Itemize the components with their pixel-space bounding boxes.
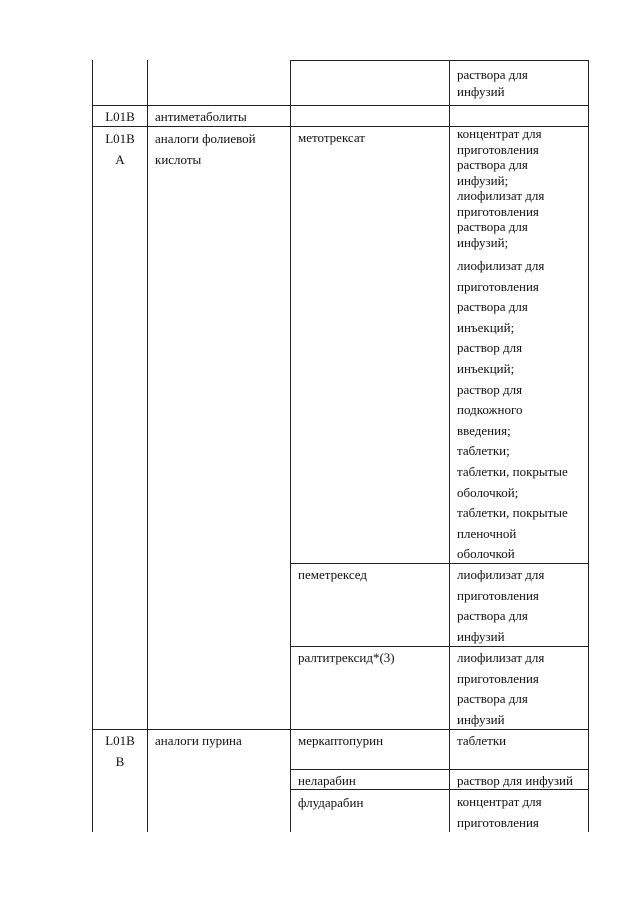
drug-name-cell: пеметрексед [298,567,367,582]
form-cell: раствора для инфузий [457,67,528,99]
row-separator [290,769,589,770]
row-separator [290,789,589,790]
atc-code-cell: L01B [105,109,135,124]
table-border-left [92,60,93,832]
form-cell: концентрат для приготовления [457,794,542,830]
drug-name-cell: флударабин [298,795,364,810]
form-cell: лиофилизат для приготовления раствора для инъекций; раствор для инъекций; раствор для подкожного введения; таблетки; таблетки, покрытые оболочкой; таблетки, покрытые пленочной оболочкой [457,258,568,562]
drug-name-cell: меркаптопурин [298,733,384,748]
group-cell: аналоги фолиевой кислоты [155,131,256,167]
atc-code-cell: L01B A [105,131,135,167]
table-border-right [588,60,589,832]
atc-code-cell: L01B B [105,733,135,769]
drug-name-cell: ралтитрексид*(3) [298,650,395,665]
row-separator [92,105,589,106]
drug-name-cell: неларабин [298,773,356,788]
table-divider-code [147,60,148,832]
form-cell: лиофилизат для приготовления раствора для инфузий [457,650,545,727]
table-border-top [290,60,589,61]
group-cell: аналоги пурина [155,733,242,748]
form-cell: концентрат для приготовления раствора для инфузий; лиофилизат для приготовления раствора для инфузий; [457,126,545,250]
form-cell: лиофилизат для приготовления раствора для инфузий [457,567,545,644]
group-cell: антиметаболиты [155,109,247,124]
form-cell: таблетки [457,733,507,748]
drug-name-cell: метотрексат [298,130,365,145]
table-divider-drug [449,60,450,832]
form-cell: раствор для инфузий [457,773,573,788]
table-divider-group [290,60,291,832]
